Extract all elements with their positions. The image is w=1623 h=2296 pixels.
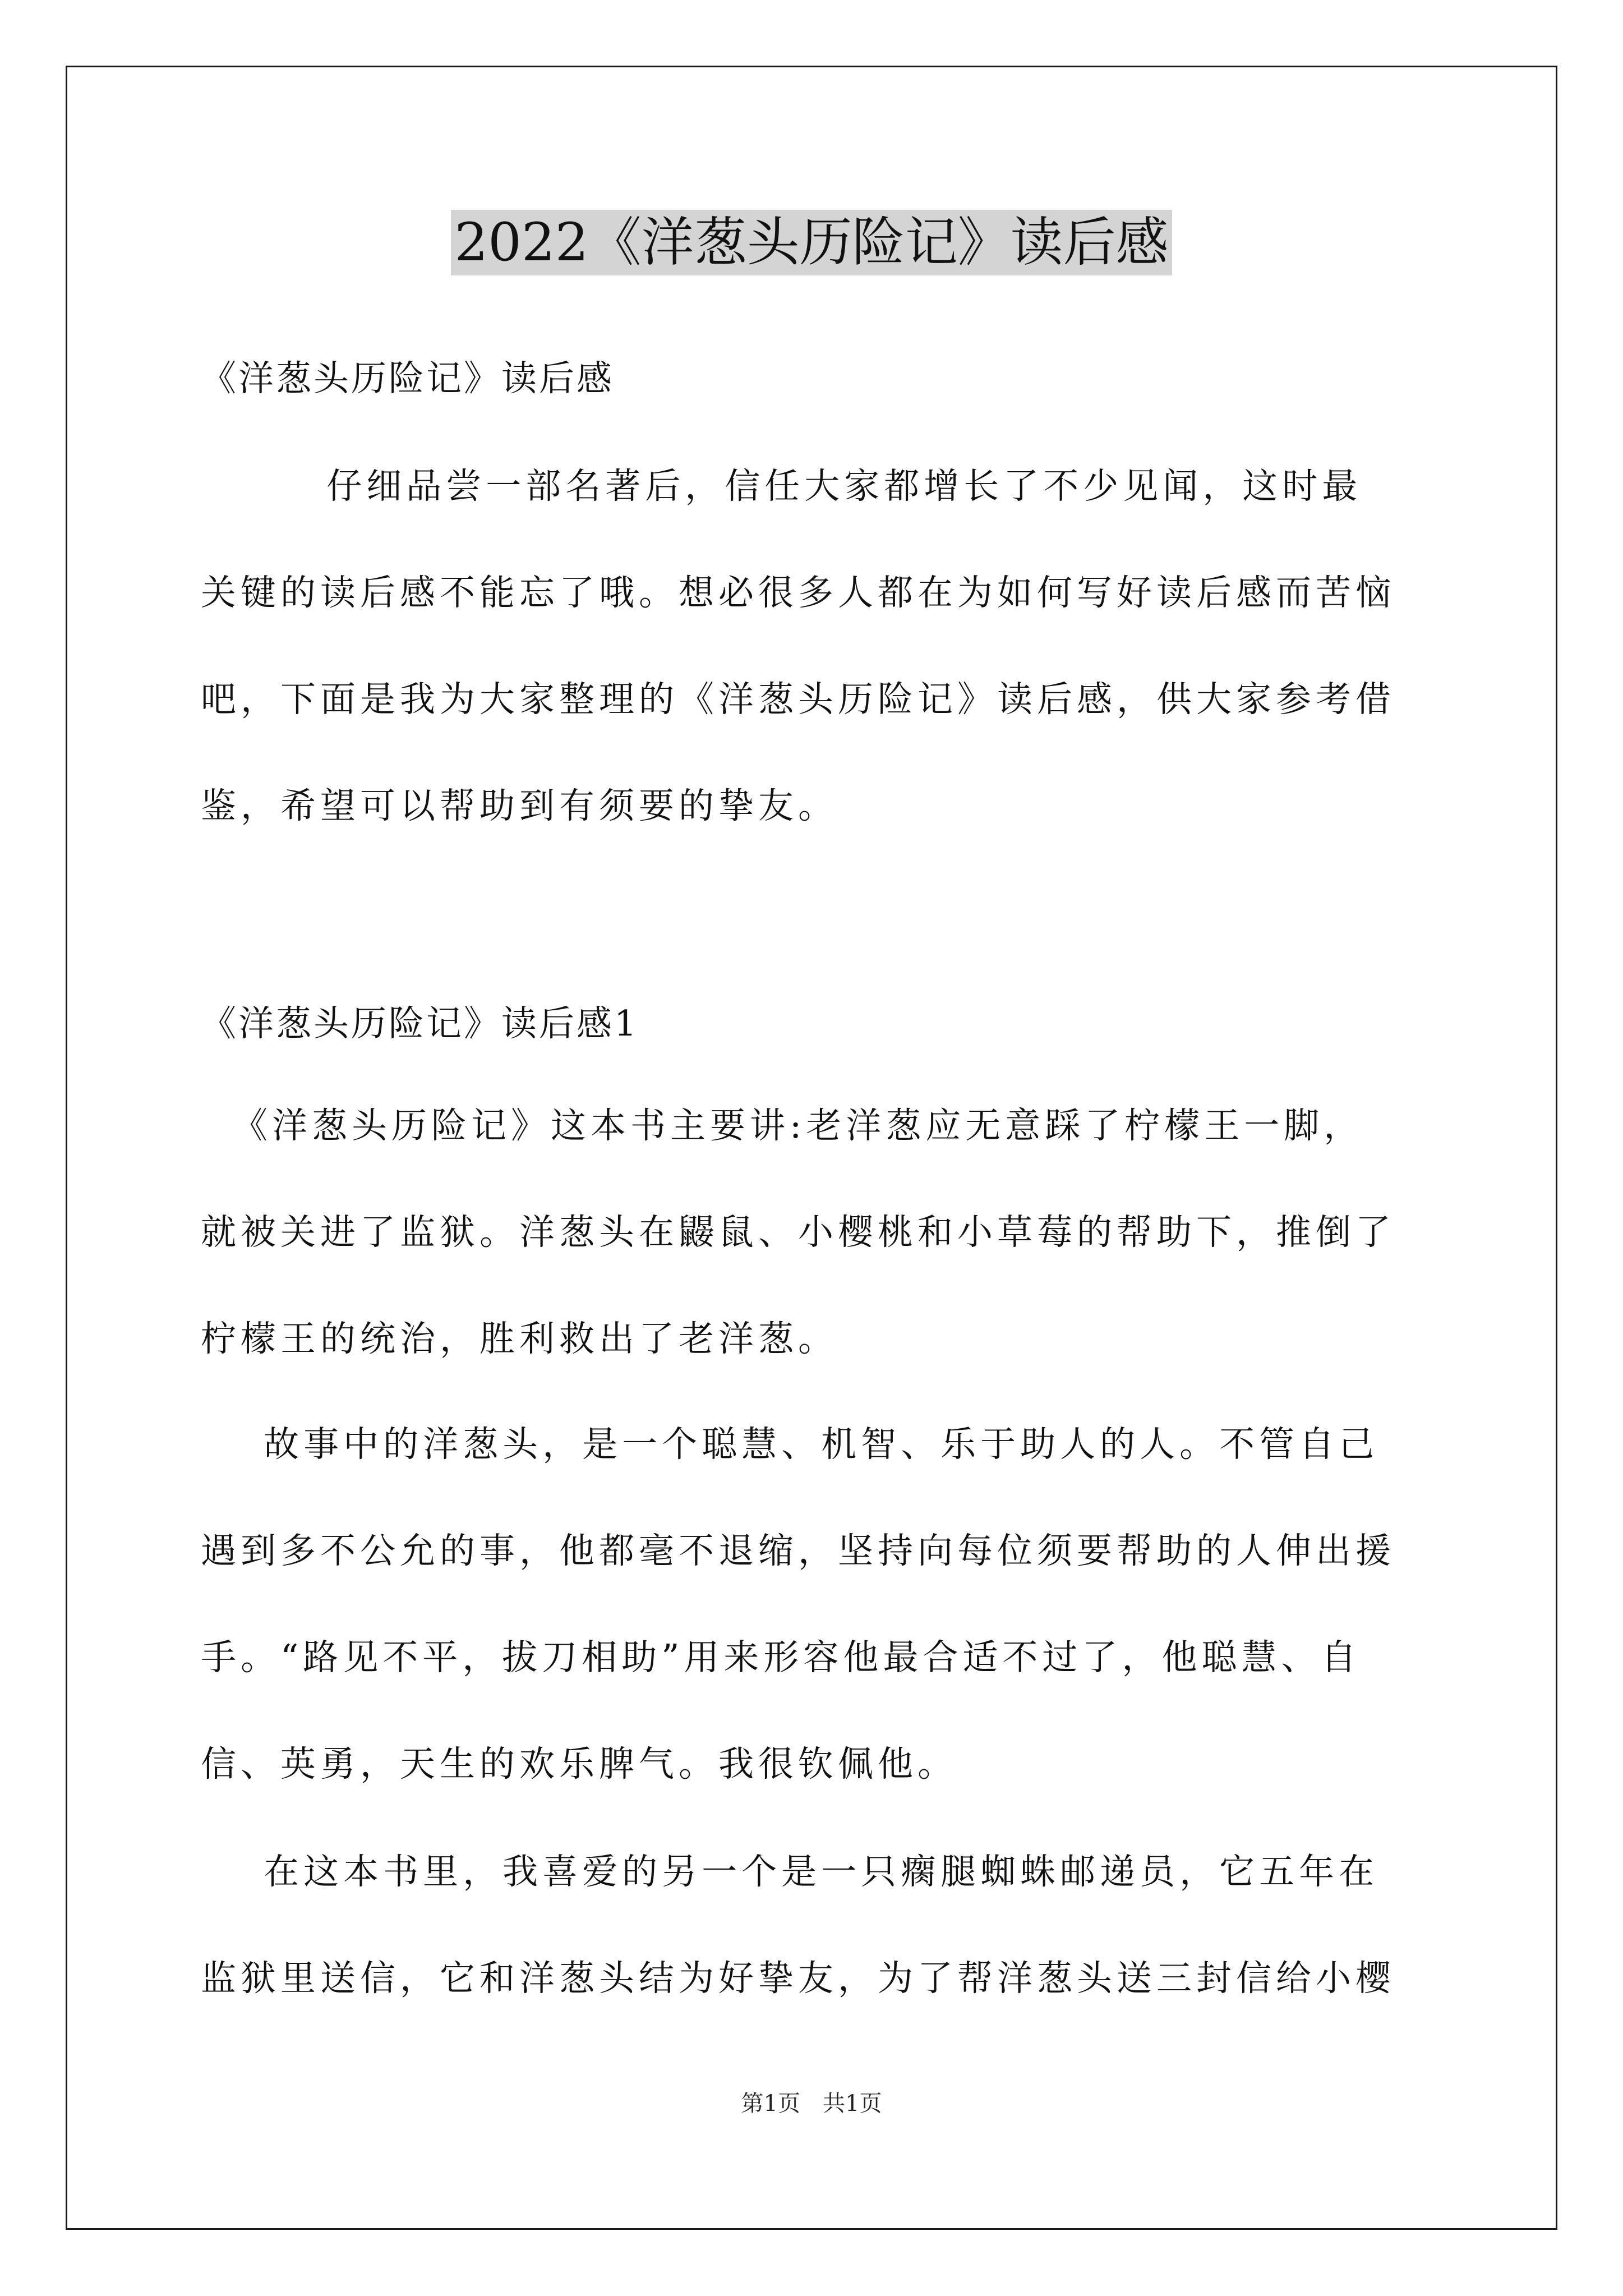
paragraph-line: 就被关进了监狱。洋葱头在鼹鼠、小樱桃和小草莓的帮助下，推倒了 <box>201 1212 1395 1253</box>
paragraph-line: 仔细品尝一部名著后，信任大家都增长了不少见闻，这时最 <box>201 466 1362 507</box>
page-footer <box>0 2087 1623 2120</box>
document-title <box>0 206 1623 279</box>
paragraph-line: 关键的读后感不能忘了哦。想必很多人都在为如何写好读后感而苦恼 <box>201 572 1395 613</box>
page-number-current: 第1页 <box>741 2091 800 2116</box>
paragraph-line: 在这本书里，我喜爱的另一个是一只瘸腿蜘蛛邮递员，它五年在 <box>201 1851 1379 1892</box>
paragraph-3 <box>201 1819 1440 2032</box>
page-number-total: 共1页 <box>823 2091 882 2116</box>
paragraph-2 <box>201 1391 1440 1818</box>
paragraph-line: 吧，下面是我为大家整理的《洋葱头历险记》读后感，供大家参考借 <box>201 679 1395 720</box>
paragraph-1 <box>201 1073 1440 1392</box>
paragraph-line: 《洋葱头历险记》这本书主要讲:老洋葱应无意踩了柠檬王一脚， <box>201 1105 1364 1146</box>
intro-heading: 《洋葱头历险记》读后感 <box>201 358 614 399</box>
paragraph-line: 柠檬王的统治，胜利救出了老洋葱。 <box>201 1318 838 1359</box>
intro-paragraph <box>201 433 1440 859</box>
paragraph-line: 鉴，希望可以帮助到有须要的挚友。 <box>201 785 838 826</box>
paragraph-line: 故事中的洋葱头，是一个聪慧、机智、乐于助人的人。不管自己 <box>201 1424 1379 1465</box>
paragraph-line: 遇到多不公允的事，他都毫不退缩，坚持向每位须要帮助的人伸出援 <box>201 1530 1395 1571</box>
section-heading: 《洋葱头历险记》读后感1 <box>201 1003 639 1044</box>
paragraph-line: 信、英勇，天生的欢乐脾气。我很钦佩他。 <box>201 1743 957 1784</box>
document-title-text: 2022《洋葱头历险记》读后感 <box>451 210 1172 275</box>
paragraph-line: 监狱里送信，它和洋葱头结为好挚友，为了帮洋葱头送三封信给小樱 <box>201 1958 1395 1999</box>
paragraph-line: 手。“路见不平，拔刀相助”用来形容他最合适不过了，他聪慧、自 <box>201 1637 1361 1678</box>
